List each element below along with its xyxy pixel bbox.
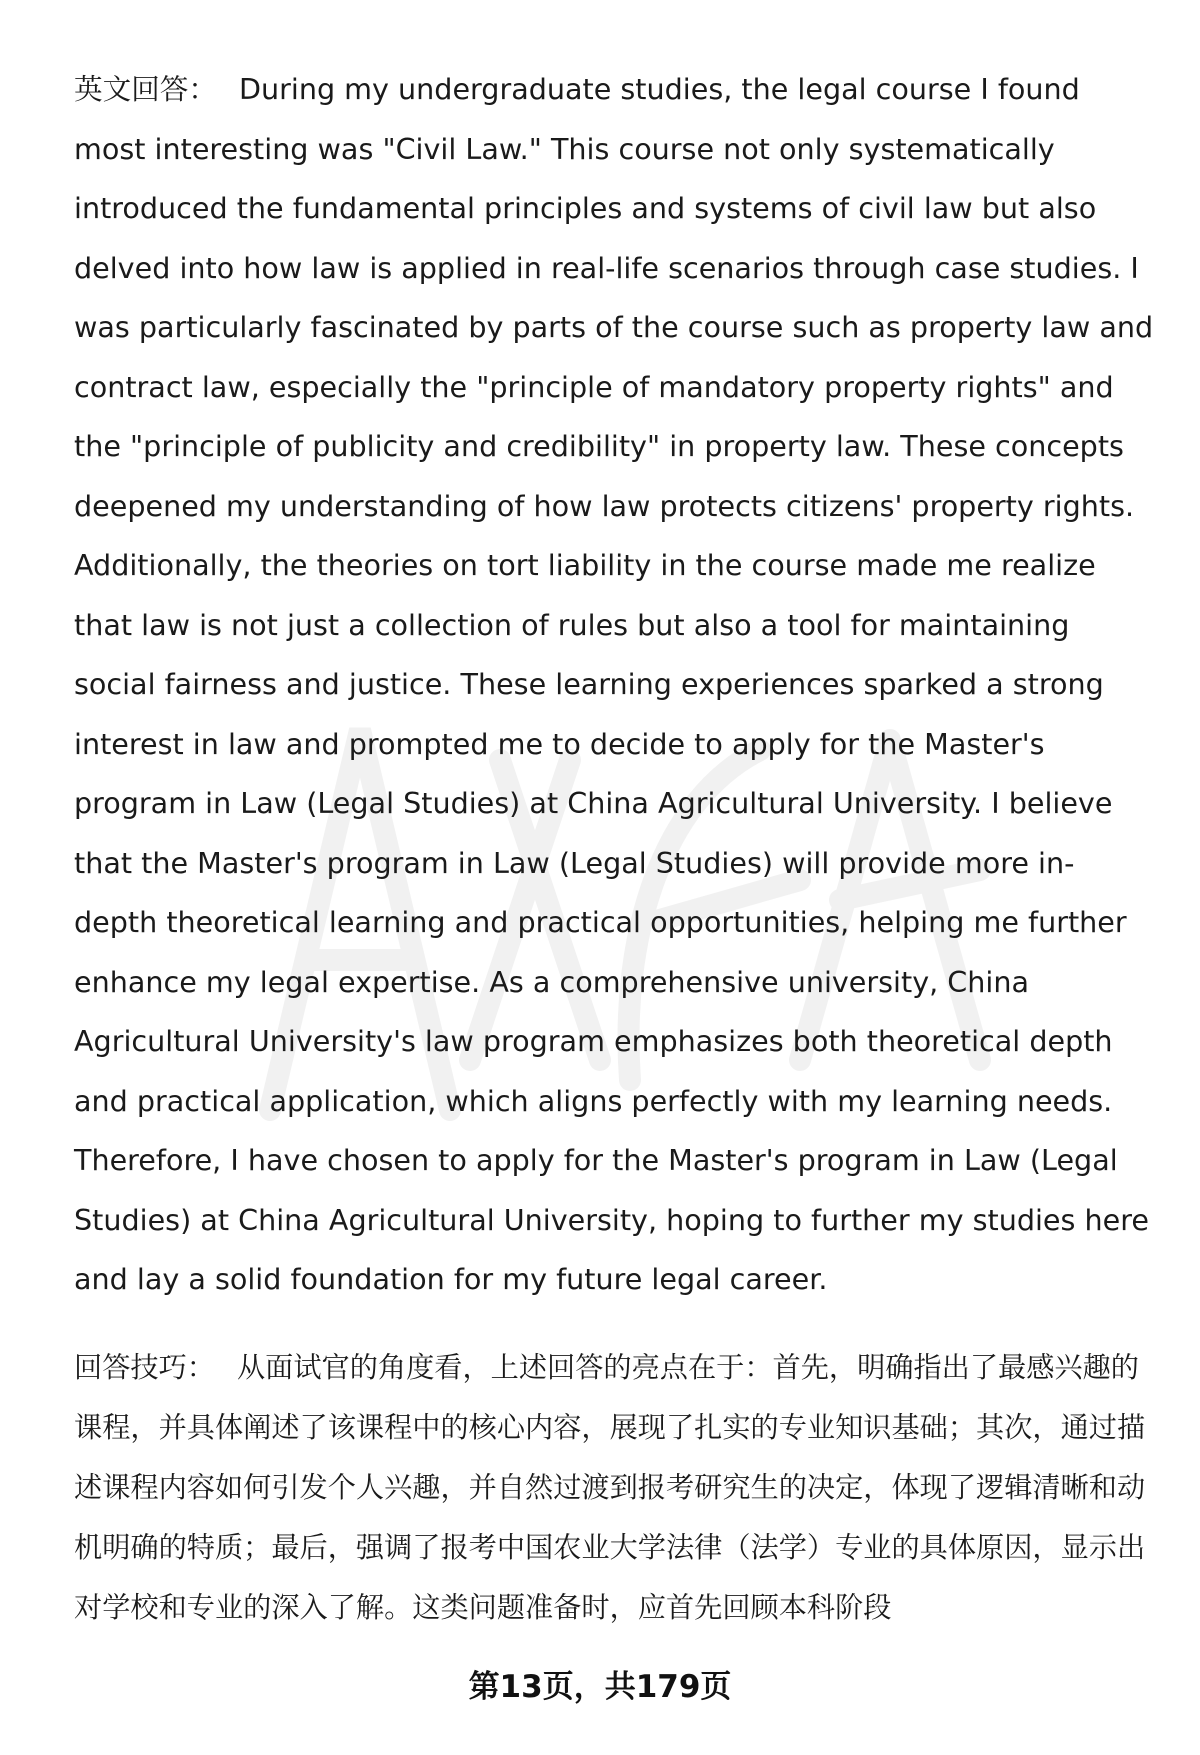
- answer-tips-text: 从面试官的角度看，上述回答的亮点在于：首先，明确指出了最感兴趣的课程，并具体阐述了该课程中的核心内容，展现了扎实的专业知识基础；其次，通过描述课程内容如何引发个人兴趣，并自然过渡到报考研究生的决定，体现了逻辑清晰和动机明确的特质；最后，强调了报考中国农业大学法律（法学）专业的具体原因，显示出对学校和专业的深入了解。这类问题准备时，应首先回顾本科阶段: [74, 1351, 1146, 1624]
- page-number-footer: 第13页，共179页: [468, 1669, 732, 1705]
- english-answer-label: 英文回答：: [74, 72, 217, 106]
- english-answer-paragraph: [74, 60, 1156, 1310]
- answer-tips-label: 回答技巧：: [74, 1351, 215, 1384]
- answer-tips-paragraph: [74, 1338, 1156, 1638]
- english-answer-text: During my undergraduate studies, the legal course I found most interesting was "Civil Law." This course not only systematically introduced the fundamental principles and systems of civil law but also delved into how law is applied in real-life scenarios through case studies. I was particularly fascinated by parts of the course such as property law and contract law, especially the "principle of mandatory property rights" and the "principle of publicity and credibility" in property law. These concepts deepened my understanding of how law protects citizens' property rights. Additionally, the theories on tort liability in the course made me realize that law is not just a collection of rules but also a tool for maintaining social fairness and justice. These learning experiences sparked a strong interest in law and prompted me to decide to apply for the Master's program in Law (Legal Studies) at China Agricultural University. I believe that the Master's program in Law (Legal Studies) will provide more in-depth theoretical learning and practical opportunities, helping me further enhance my legal expertise. As a comprehensive university, China Agricultural University's law program emphasizes both theoretical depth and practical application, which aligns perfectly with my learning needs. Therefore, I have chosen to apply for the Master's program in Law (Legal Studies) at China Agricultural University, hoping to further my studies here and lay a solid foundation for my future legal career.: [74, 72, 1154, 1296]
